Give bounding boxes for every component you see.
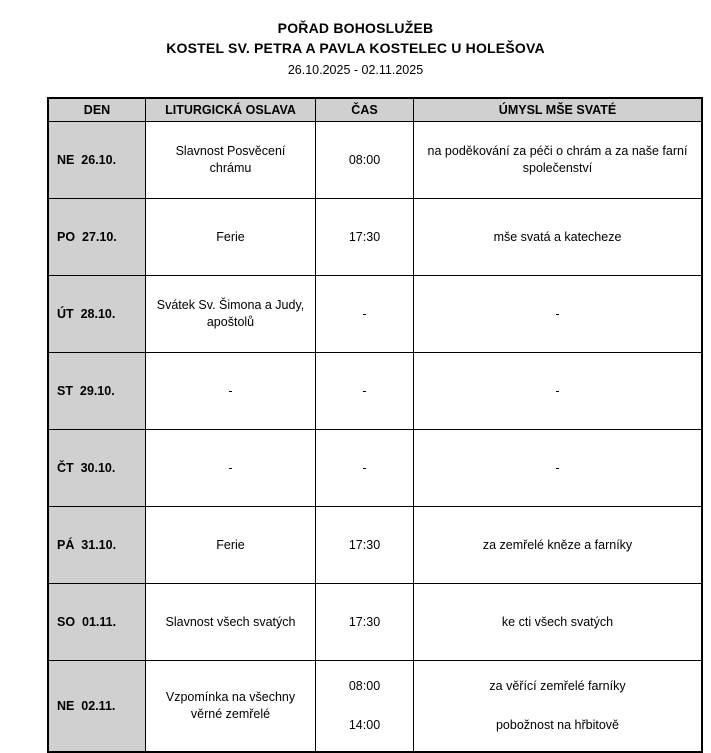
cell-intention: na poděkování za péči o chrám a za naše farní společenství (414, 122, 703, 199)
cell-liturgy: - (146, 430, 316, 507)
cell-liturgy: Ferie (146, 199, 316, 276)
time-gap (324, 695, 405, 717)
cell-intention: - (414, 430, 703, 507)
table-row (48, 661, 702, 753)
schedule-table-wrapper (47, 97, 688, 753)
cell-time: - (316, 353, 414, 430)
cell-intention: mše svatá a katecheze (414, 199, 703, 276)
cell-liturgy: - (146, 353, 316, 430)
table-row (48, 584, 702, 661)
cell-day: ČT 30.10. (48, 430, 146, 507)
cell-intention: za zemřelé kněze a farníky (414, 507, 703, 584)
cell-intention-second: pobožnost na hřbitově (495, 718, 619, 732)
table-body (48, 122, 702, 753)
cell-time: - (316, 276, 414, 353)
table-row (48, 122, 702, 199)
time-stack (324, 678, 405, 734)
cell-time: 17:30 (316, 199, 414, 276)
table-header-row (48, 98, 702, 122)
table-row (48, 276, 702, 353)
table-row (48, 430, 702, 507)
table-row (48, 507, 702, 584)
cell-day: NE 02.11. (48, 661, 146, 753)
cell-time (316, 661, 414, 753)
cell-time: 17:30 (316, 507, 414, 584)
cell-time: 08:00 (316, 122, 414, 199)
table-row (48, 353, 702, 430)
column-header-time: ČAS (316, 98, 414, 122)
cell-day: ST 29.10. (48, 353, 146, 430)
schedule-table (47, 97, 703, 753)
cell-time: 17:30 (316, 584, 414, 661)
cell-intention: - (414, 353, 703, 430)
cell-intention (414, 661, 703, 753)
column-header-liturgy: LITURGICKÁ OSLAVA (146, 98, 316, 122)
cell-liturgy: Slavnost Posvěcení chrámu (146, 122, 316, 199)
cell-day: PO 27.10. (48, 199, 146, 276)
date-range: 26.10.2025 - 02.11.2025 (287, 63, 424, 77)
column-header-intention: ÚMYSL MŠE SVATÉ (414, 98, 703, 122)
intention-stack (422, 678, 693, 734)
cell-day: SO 01.11. (48, 584, 146, 661)
column-header-day: DEN (48, 98, 146, 122)
cell-time: - (316, 430, 414, 507)
document-header (0, 0, 711, 80)
table-row (48, 199, 702, 276)
title-line-1: POŘAD BOHOSLUŽEB (277, 20, 434, 36)
cell-time-second: 14:00 (348, 718, 381, 732)
cell-liturgy: Slavnost všech svatých (146, 584, 316, 661)
cell-intention-first: za věřící zemřelé farníky (489, 679, 626, 693)
cell-intention: ke cti všech svatých (414, 584, 703, 661)
table-head (48, 98, 702, 122)
cell-day: ÚT 28.10. (48, 276, 146, 353)
cell-liturgy: Svátek Sv. Šimona a Judy, apoštolů (146, 276, 316, 353)
title-line-2: KOSTEL SV. PETRA A PAVLA KOSTELEC U HOLEŠOVA (166, 40, 545, 56)
cell-day: NE 26.10. (48, 122, 146, 199)
cell-day: PÁ 31.10. (48, 507, 146, 584)
cell-time-first: 08:00 (348, 679, 381, 693)
cell-liturgy: Vzpomínka na všechny věrné zemřelé (146, 661, 316, 753)
cell-intention: - (414, 276, 703, 353)
intention-gap (422, 695, 693, 717)
cell-liturgy: Ferie (146, 507, 316, 584)
